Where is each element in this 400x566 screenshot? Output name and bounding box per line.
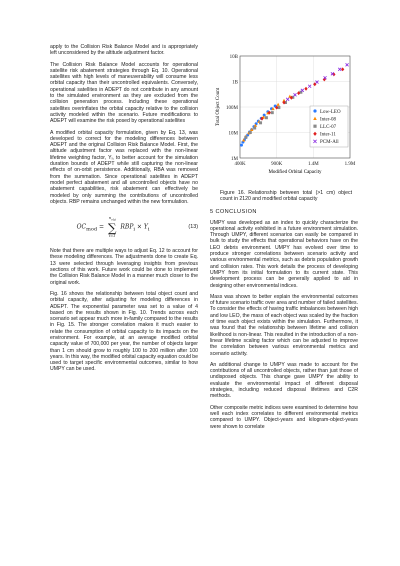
legend-label: Low-LEO	[320, 109, 341, 115]
x-axis-label: Modified Orbital Capacity	[268, 170, 322, 175]
paragraph: A modified orbital capacity formulation, given by Eq. 13, was developed to correct for the modeling differences between ADEPT and the original Collision Risk Balance Model. First, the altitude adjustment factor was replaced with the non-linear lifetime weighting factor, Yᵢ, to better account for the simulation duration bounds of ADEPT while still capturing the non-linear effects of on-orbit persistence. Additionally, RBA was removed from the summation. Since operational satellites in ADEPT model perfect abatement and all uncontrolled objects have no abatement capabilities, risk abatement can effectively be modeled by only summing the contributions of uncontrolled objects. RBP remains unchanged within the new formulation.	[50, 129, 198, 205]
legend-swatch	[313, 109, 316, 112]
legend-label: Inter-11	[320, 132, 336, 138]
equation-13	[50, 210, 198, 244]
figure-16-chart	[210, 50, 358, 188]
x-tick-label: 1.9M	[344, 162, 356, 167]
eq-lhs-sub: mod	[86, 226, 98, 233]
legend-label: LLC-07	[320, 125, 337, 130]
right-column	[210, 44, 358, 435]
paragraph: Mass was shown to better explain the environmental outcomes of future scenario traffic over area and number of failed satellites. To consider the effects of having traffic imbalances between high and low LEO, the mass of each object was scaled by the fraction of time each object exists within the simulation. Furthermore, it was found that the relationship between lifetime and collision likelihood is non-linear. This resulted in the introduction of a non-linear lifetime scaling factor which can be adjusted to improve the correlation between various environmental metrics and scenario activity.	[210, 293, 358, 357]
data-point	[341, 67, 344, 71]
eq-sum-upper-n: n	[108, 216, 112, 221]
x-tick-label: 1.4M	[307, 162, 319, 167]
chart-legend	[310, 106, 348, 147]
eq-times: ×	[136, 223, 142, 231]
section-heading: 5 CONCLUSION	[210, 208, 257, 215]
legend-swatch	[313, 125, 316, 128]
data-point	[265, 116, 268, 119]
equation-body	[50, 216, 176, 238]
data-point	[286, 98, 289, 101]
y-tick-label: 1M	[231, 156, 238, 162]
eq-summation	[108, 216, 117, 238]
data-point	[259, 121, 262, 124]
paragraph: An additional change to UMPY was made to account for the contributions of all uncontrolled objects, rather than just those of undisposed objects. This change gave UMPY the ability to evaluate the environmental impact of different disposal strategies, including reduced disposal lifetimes and C2R methods.	[210, 361, 358, 400]
paragraph: Note that there are multiple ways to adjust Eq. 12 to account for these modeling differences. The adjustments done to create Eq. 13 were selected through leveraging insights from previous sections of this work. Future work could be done to implement the Collision Risk Balance Model in a manner much closer to the original work.	[50, 248, 198, 286]
y-axis-label: Total Object Count	[216, 87, 221, 127]
y-tick-label: 1B	[232, 80, 238, 86]
eq-sigma: ∑	[107, 220, 117, 235]
eq-sum-lower: i=1	[108, 233, 116, 238]
legend-label: Inter-08	[320, 117, 337, 123]
paragraph: Fig. 16 shows the relationship between total object count and orbital capacity, after adjusting for modeling differences in ADEPT. The exponential parameter was set to a value of 4 based on the results shown in Fig. 10. Trends across each scenario set appear much more in-family compared to the results in Fig. 15. The stronger correlation makes it much easier to relate the consumption of orbital capacity to its impacts on the environment. For example, at an average modified orbital capacity value of 700,000 per year, the number of objects larger than 1 cm should grow to roughly 100 to 200 million after 100 years. In this way, the modified orbital capacity equation could be used to target specific environmental outcomes, similar to how UMPY can be used.	[50, 290, 199, 373]
scatter-plot	[210, 50, 358, 188]
data-point	[338, 68, 341, 71]
eq-term-sub: i	[133, 226, 135, 233]
y-tick-label: 10B	[229, 54, 238, 60]
eq-equals: =	[98, 223, 104, 231]
y-tick-label: 100M	[226, 105, 238, 111]
x-tick-label: 900K	[271, 162, 283, 167]
left-column	[50, 44, 198, 378]
data-point	[294, 93, 297, 96]
x-tick-label: 400K	[234, 162, 246, 167]
paragraph: The Collision Risk Balance Model accounts for operational satellite risk abatement strategies through Eq. 10. Operational satellites with high levels of maneuverability will consume less orbital capacity than their uncontrolled equivalents. Conversely, operational satellites in ADEPT do not contribute in any amount to the simulated environment as they are excluded from the collision generation process. Including these operational satellites overinflates the orbital capacity relative to the collision activity modeled within the scenario. Future modifications to ADEPT will examine the risk posed by operational satellites	[50, 61, 198, 125]
y-tick-label: 10M	[228, 131, 238, 137]
eq-factor-sub: i	[147, 226, 150, 233]
paragraph: UMPY was developed as an index to quickly characterize the operational activity exhibited in a future environment simulation. Through UMPY, different scenarios can easily be compared in bulk to study the effects that operational behaviors have on the LEO debris environment. UMPY has evolved over time to produce stronger correlations between scenario activity and various environmental metrics, such as debris population growth and collision rates. This work details the process of developing UMPY from its initial formulation to its current state. This development process can be generally applied to aid in designing other environmental indices.	[210, 219, 358, 289]
data-point	[304, 87, 307, 91]
data-point	[253, 127, 256, 130]
paragraph: apply to the Collision Risk Balance Model and is appropriately left unconsidered by the altitude adjustment factor.	[50, 44, 198, 57]
data-point	[271, 111, 274, 114]
data-point	[244, 136, 247, 139]
eq-lhs: OC	[76, 223, 87, 231]
data-point	[240, 144, 243, 147]
paragraph: Other composite metric indices were examined to determine how well each index correlates to different environmental metrics compared to UMPY. Object-years and kilogram-object-years were shown to correlate	[210, 404, 358, 430]
eq-factor: Y	[143, 223, 148, 231]
data-point	[249, 131, 252, 134]
legend-label: PCM-All	[320, 140, 339, 146]
data-point	[308, 85, 311, 88]
data-point	[276, 103, 279, 106]
eq-sum-upper-sub: obj	[111, 217, 116, 222]
data-point	[316, 81, 319, 84]
eq-term: RBP	[120, 223, 134, 231]
equation-number: (13)	[188, 224, 198, 231]
data-point	[346, 63, 349, 66]
figure-caption: Figure 16. Relationship between total (>1 cm) object count in 2120 and modified orbital capacity	[220, 190, 352, 203]
